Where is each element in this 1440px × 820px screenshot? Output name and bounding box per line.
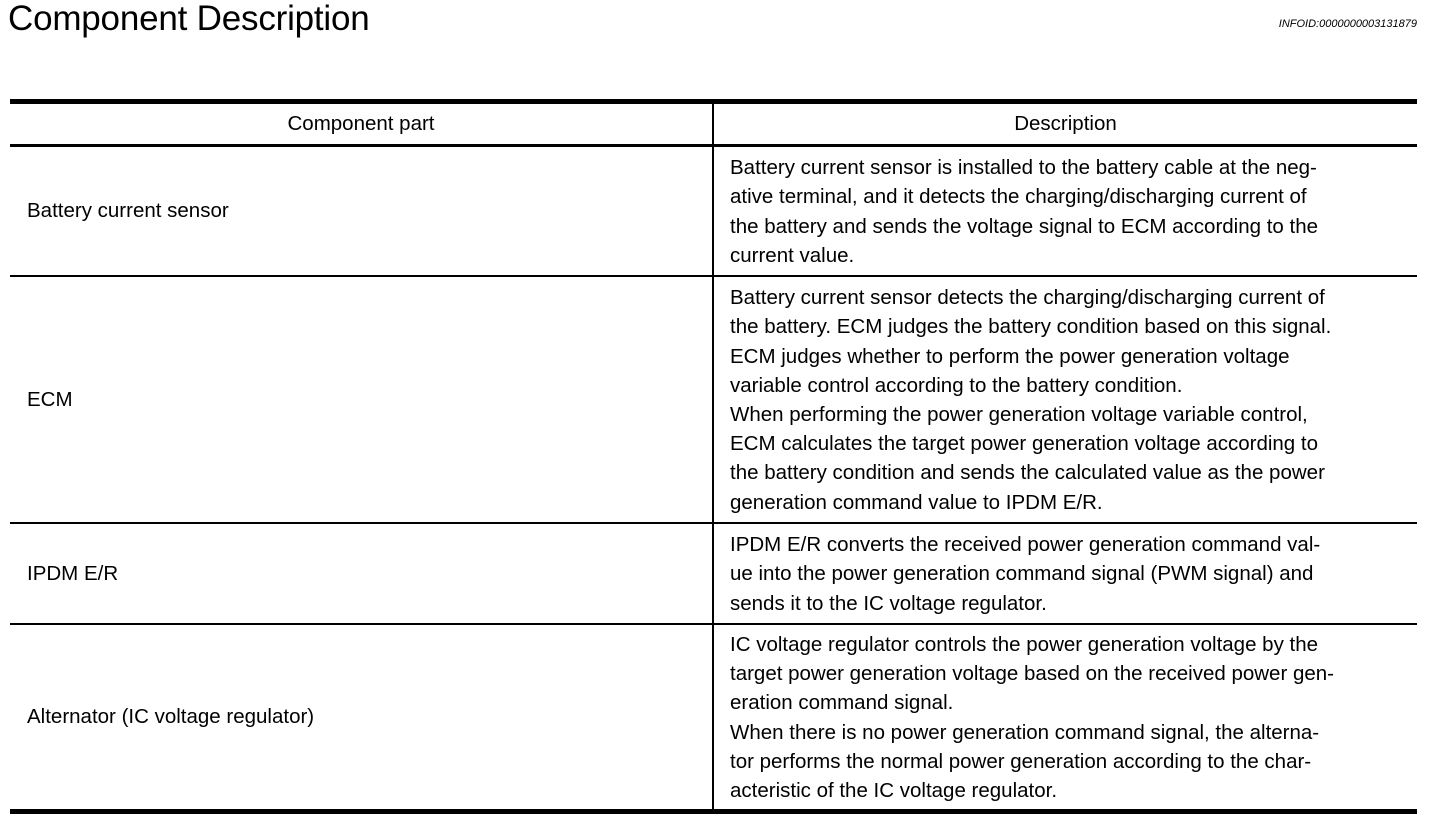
description-line: Battery current sensor is installed to the battery cable at the neg-: [730, 156, 1317, 180]
description-line: IPDM E/R converts the received power generation command val-: [730, 533, 1321, 557]
description-line: acteristic of the IC voltage regulator.: [730, 779, 1058, 803]
description-cell: [713, 146, 1417, 277]
description-line: When performing the power generation voltage variable control,: [730, 403, 1308, 426]
component-part-cell: Battery current sensor: [10, 146, 713, 277]
description-line: the battery and sends the voltage signal to ECM according to the: [730, 214, 1319, 238]
description-cell: [713, 523, 1417, 624]
description-line: target power generation voltage based on the received power gen-: [730, 662, 1335, 686]
description-line: current value.: [730, 243, 855, 267]
component-part-cell: IPDM E/R: [10, 523, 713, 624]
description-cell: [713, 624, 1417, 812]
description-line: the battery condition and sends the calculated value as the power: [730, 461, 1325, 485]
description-line: the battery. ECM judges the battery condition based on this signal.: [730, 315, 1332, 339]
description-line: ative terminal, and it detects the charging/discharging current of: [730, 185, 1307, 209]
component-table: [10, 99, 1417, 814]
description-line: sends it to the IC voltage regulator.: [730, 591, 1047, 615]
component-part-cell: ECM: [10, 276, 713, 523]
description-line: Battery current sensor detects the charging/discharging current of: [730, 286, 1325, 310]
info-id: INFOID:0000000003131879: [1278, 18, 1417, 30]
description-line: ue into the power generation command signal (PWM signal) and: [730, 562, 1314, 586]
table-row: [10, 523, 1417, 624]
description-line: ECM calculates the target power generation voltage according to: [730, 432, 1319, 456]
page-title: Component Description: [8, 0, 370, 38]
description-line: IC voltage regulator controls the power generation voltage by the: [730, 633, 1319, 656]
description-line: variable control according to the battery condition.: [730, 373, 1183, 397]
description-cell: [713, 276, 1417, 523]
description-line: ECM judges whether to perform the power generation voltage: [730, 344, 1290, 368]
description-line: generation command value to IPDM E/R.: [730, 490, 1103, 514]
description-line: eration command signal.: [730, 691, 954, 715]
table-row: [10, 276, 1417, 523]
component-part-cell: Alternator (IC voltage regulator): [10, 624, 713, 812]
column-header-description: Description: [713, 102, 1417, 146]
table-row: [10, 624, 1417, 812]
description-line: tor performs the normal power generation according to the char-: [730, 749, 1312, 773]
table-row: [10, 146, 1417, 277]
table-header-row: [10, 102, 1417, 146]
description-line: When there is no power generation command signal, the alterna-: [730, 720, 1320, 744]
column-header-component-part: Component part: [10, 102, 713, 146]
